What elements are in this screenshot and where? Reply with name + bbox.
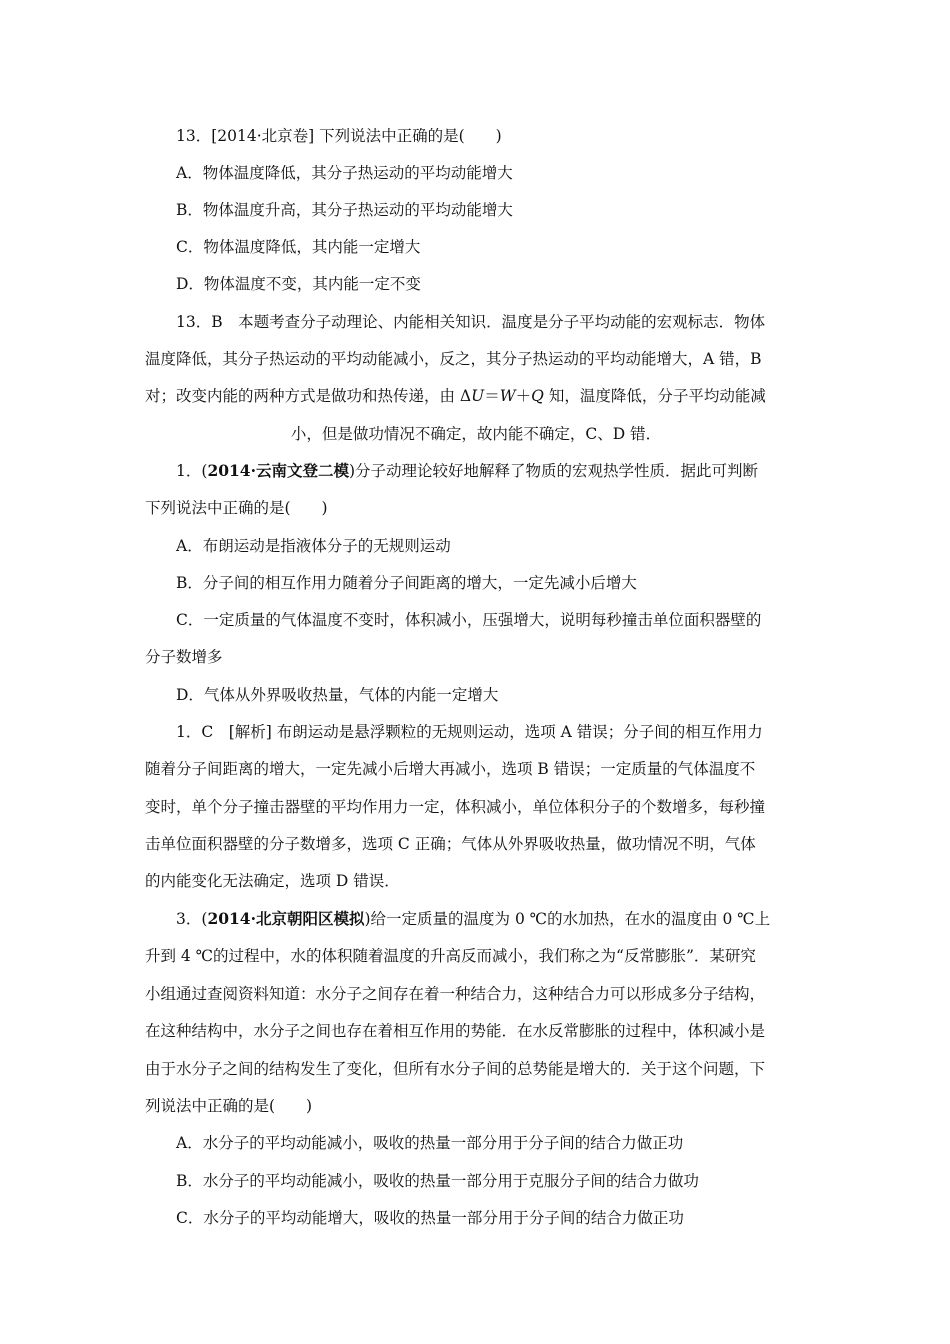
q3-stem-line: 由于水分子之间的结构发生了变化，但所有水分子间的总势能是增大的．关于这个问题，下 — [145, 1060, 766, 1078]
q3-stem-line: 小组通过查阅资料知道：水分子之间存在着一种结合力，这种结合力可以形成多分子结构， — [145, 985, 766, 1003]
q13-number: 13． — [176, 127, 212, 145]
q1-answer-line: 的内能变化无法确定，选项 D 错误． — [145, 872, 400, 890]
q3-option-a: A．水分子的平均动能减小，吸收的热量一部分用于分子间的结合力做正功 — [176, 1134, 684, 1152]
q1-stem-line: 下列说法中正确的是( ) — [145, 499, 328, 517]
symbol-u: U — [471, 387, 485, 405]
q1-answer-line: 随着分子间距离的增大，一定先减小后增大再减小，选项 B 错误；一定质量的气体温度不 — [145, 760, 756, 778]
q13-option-a: A．物体温度降低，其分子热运动的平均动能增大 — [176, 164, 513, 182]
q1-option-a: A．布朗运动是指液体分子的无规则运动 — [176, 537, 451, 555]
q13-answer-line: 对；改变内能的两种方式是做功和热传递，由 ΔU＝W＋Q 知，温度降低，分子平均动能减 — [145, 387, 766, 405]
q1-answer-line: 击单位面积器壁的分子数增多，选项 C 正确；气体从外界吸收热量，做功情况不明，气体 — [145, 835, 756, 853]
q1-source: 2014·云南文登二模 — [207, 461, 349, 480]
q13-answer-line: 13．B 本题考查分子动理论、内能相关知识．温度是分子平均动能的宏观标志．物体 — [176, 313, 766, 331]
q13-answer-line: 温度降低，其分子热运动的平均动能减小，反之，其分子热运动的平均动能增大，A 错，B — [145, 350, 762, 368]
q1-option-b: B．分子间的相互作用力随着分子间距离的增大，一定先减小后增大 — [176, 574, 637, 592]
q3-stem-line: 列说法中正确的是( ) — [145, 1097, 313, 1115]
q1-answer-line: 变时，单个分子撞击器壁的平均作用力一定，体积减小，单位体积分子的个数增多，每秒撞 — [145, 798, 766, 816]
q13-option-b: B．物体温度升高，其分子热运动的平均动能增大 — [176, 201, 513, 219]
q3-number: 3． — [176, 910, 202, 928]
q3-stem-line: 在这种结构中，水分子之间也存在着相互作用的势能．在水反常膨胀的过程中，体积减小是 — [145, 1022, 766, 1040]
q3-option-b: B．水分子的平均动能减小，吸收的热量一部分用于克服分子间的结合力做功 — [176, 1172, 699, 1190]
q13-answer-line: 小，但是做功情况不确定，故内能不确定，C、D 错． — [290, 425, 662, 443]
q13-option-c: C．物体温度降低，其内能一定增大 — [176, 238, 421, 256]
q3-option-c: C．水分子的平均动能增大，吸收的热量一部分用于分子间的结合力做正功 — [176, 1209, 684, 1227]
q3-source: 2014·北京朝阳区模拟 — [207, 909, 365, 928]
q1-option-c: C．一定质量的气体温度不变时，体积减小，压强增大，说明每秒撞击单位面积器壁的 — [176, 611, 762, 629]
q13-option-d: D．物体温度不变，其内能一定不变 — [176, 275, 421, 293]
q1-option-d: D．气体从外界吸收热量，气体的内能一定增大 — [176, 686, 499, 704]
q13-source: [2014·北京卷] — [211, 127, 315, 145]
q1-answer-line: 1．C [解析] 布朗运动是悬浮颗粒的无规则运动，选项 A 错误；分子间的相互作用力 — [176, 723, 763, 741]
q13-stem-text: 下列说法中正确的是( ) — [314, 127, 502, 145]
q3-stem: 3．(2014·北京朝阳区模拟)给一定质量的温度为 0 ℃的水加热，在水的温度由 0 ℃上 — [176, 909, 771, 928]
q1-option-c-cont: 分子数增多 — [145, 648, 223, 666]
symbol-q: Q — [531, 387, 544, 405]
q1-stem: 1．(2014·云南文登二模)分子动理论较好地解释了物质的宏观热学性质．据此可判断 — [176, 461, 759, 480]
q1-number: 1． — [176, 462, 202, 480]
symbol-w: W — [499, 387, 516, 405]
q13-stem — [176, 126, 807, 146]
q3-stem-line: 升到 4 ℃的过程中，水的体积随着温度的升高反而减小，我们称之为“反常膨胀”．某研究 — [145, 947, 756, 965]
